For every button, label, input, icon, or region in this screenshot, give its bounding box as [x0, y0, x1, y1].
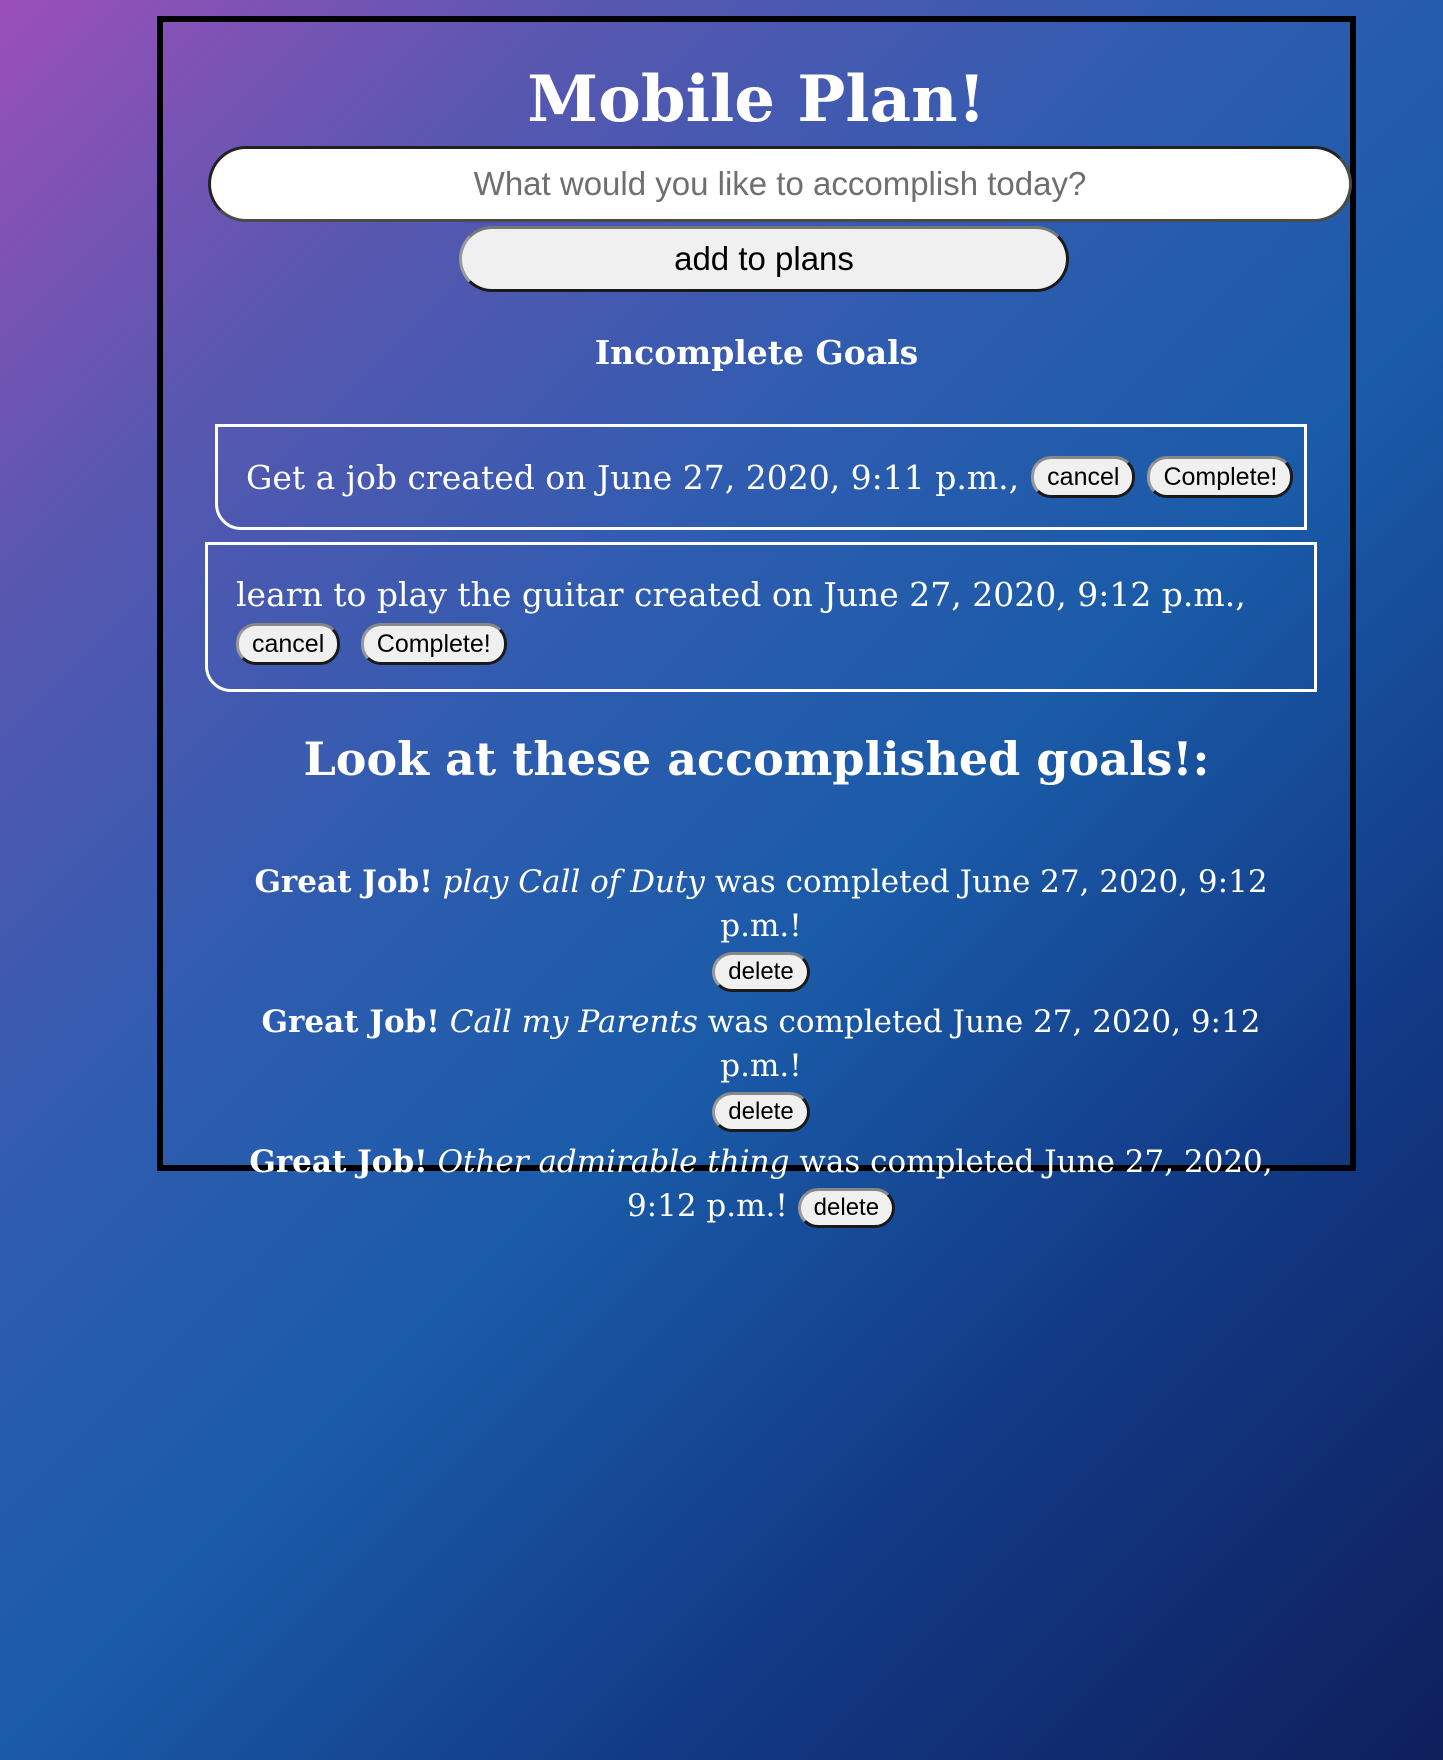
- accomplished-goal-item: [243, 1000, 1279, 1132]
- main-panel: [157, 16, 1356, 1224]
- goal-name: Other admirable thing: [437, 1144, 790, 1180]
- add-to-plans-button[interactable]: add to plans: [459, 226, 1069, 292]
- delete-button[interactable]: delete: [798, 1188, 895, 1228]
- goal-name: Call my Parents: [449, 1004, 698, 1040]
- complete-button[interactable]: Complete!: [361, 623, 507, 665]
- incomplete-goal-text: learn to play the guitar created on June 27, 2020, 9:12 p.m.,: [236, 575, 1246, 614]
- goal-input[interactable]: [208, 146, 1352, 222]
- incomplete-goal-card: [215, 424, 1307, 530]
- page-title: Mobile Plan!: [527, 62, 986, 137]
- completion-text: was completed June 27, 2020, 9:12 p.m.!: [714, 864, 1268, 944]
- praise-text: Great Job!: [254, 864, 433, 900]
- completion-text: was completed June 27, 2020, 9:12 p.m.!: [707, 1004, 1261, 1084]
- accomplished-goal-item: [243, 860, 1279, 992]
- accomplished-goals-list: [243, 860, 1279, 1236]
- goal-actions: [236, 622, 1286, 665]
- completion-text: was completed June 27, 2020, 9:12 p.m.!: [626, 1144, 1273, 1224]
- accomplished-goal-item: [243, 1140, 1279, 1228]
- goal-name: play Call of Duty: [442, 864, 705, 900]
- complete-button[interactable]: Complete!: [1147, 456, 1293, 498]
- cancel-button[interactable]: cancel: [1031, 456, 1135, 498]
- delete-button[interactable]: delete: [712, 1092, 809, 1132]
- delete-button[interactable]: delete: [712, 952, 809, 992]
- praise-text: Great Job!: [261, 1004, 440, 1040]
- incomplete-goal-text: Get a job created on June 27, 2020, 9:11 p.m.,: [246, 457, 1020, 497]
- incomplete-goals-heading: Incomplete Goals: [594, 333, 919, 372]
- incomplete-goal-card: [205, 542, 1317, 692]
- accomplished-goals-heading: Look at these accomplished goals!:: [303, 732, 1210, 786]
- praise-text: Great Job!: [249, 1144, 428, 1180]
- cancel-button[interactable]: cancel: [236, 623, 340, 665]
